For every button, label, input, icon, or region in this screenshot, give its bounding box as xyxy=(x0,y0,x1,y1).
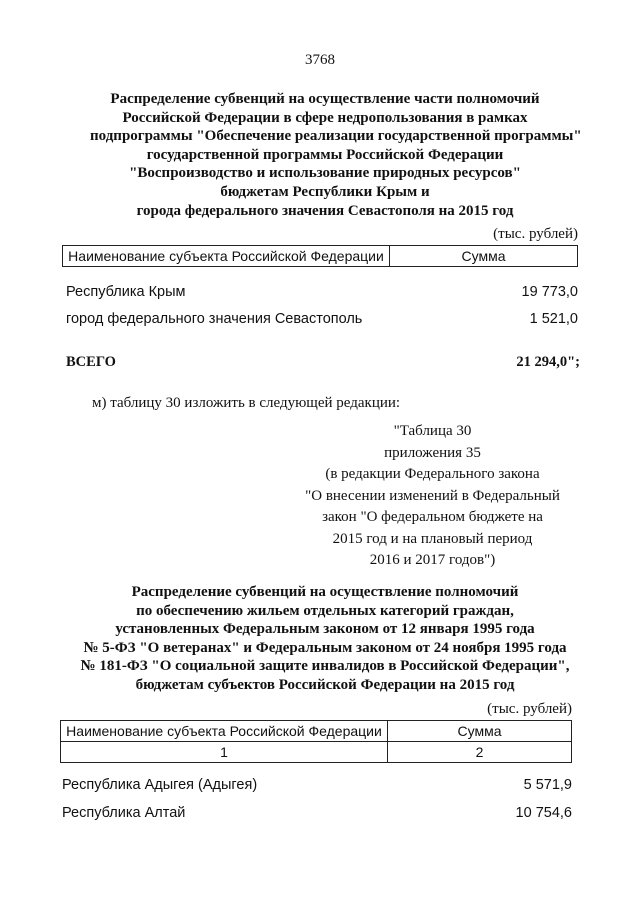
reference-line: (в редакции Федерального закона xyxy=(325,466,540,482)
table-row-name: Республика Алтай xyxy=(62,805,186,821)
paragraph-text: м) таблицу 30 изложить в следующей редакции: xyxy=(92,395,401,411)
table-row-value: 1 521,0 xyxy=(529,311,578,327)
table-row-name: город федерального значения Севастополь xyxy=(66,311,363,327)
reference-line: "Таблица 30 xyxy=(393,423,472,439)
column-header-name: Наименование субъекта Российской Федерации xyxy=(63,246,390,267)
section1-title xyxy=(90,90,582,220)
section2-units: (тыс. рублей) xyxy=(487,701,572,717)
column-header-sum: Сумма xyxy=(388,721,572,742)
reference-line: 2015 год и на плановый период xyxy=(332,530,533,547)
section1-title-line: государственной программы Российской Федерации xyxy=(146,146,504,163)
section2-table-header xyxy=(60,720,572,763)
total-value: 21 294,0"; xyxy=(516,354,580,370)
section1-title-line: бюджетам Республики Крым и xyxy=(220,183,430,200)
reference-line: закон "О федеральном бюджете на xyxy=(322,509,543,525)
table-row-value: 19 773,0 xyxy=(521,284,578,300)
section2-title-line: Распределение субвенций на осуществление полномочий xyxy=(131,584,519,600)
section1-title-line: Распределение субвенций на осуществление части полномочий xyxy=(110,91,540,107)
total-label: ВСЕГО xyxy=(66,354,116,370)
column-number-1: 1 xyxy=(61,742,388,763)
section1-title-line: подпрограммы "Обеспечение реализации государственной программы" xyxy=(90,128,582,145)
section1-title-line: "Воспроизводство и использование природных ресурсов" xyxy=(129,165,521,182)
column-number-2: 2 xyxy=(388,742,572,763)
page-number: 3768 xyxy=(305,52,335,68)
table-reference xyxy=(300,421,565,572)
section1-title-line: города федерального значения Севастополя на 2015 год xyxy=(136,202,514,219)
table-row-name: Республика Крым xyxy=(66,284,186,300)
section1-units: (тыс. рублей) xyxy=(493,226,578,242)
table-row-value: 5 571,9 xyxy=(523,777,572,793)
column-header-name: Наименование субъекта Российской Федерации xyxy=(61,721,388,742)
section2-title-line: № 5-ФЗ "О ветеранах" и Федеральным законом от 24 ноября 1995 года xyxy=(83,639,567,656)
column-header-sum: Сумма xyxy=(390,246,578,267)
section2-title-line: по обеспечению жильем отдельных категорий граждан, xyxy=(136,602,514,619)
section1-table-header xyxy=(62,245,578,267)
section1-title-line: Российской Федерации в сфере недропользования в рамках xyxy=(122,109,528,126)
section2-title-line: установленных Федеральным законом от 12 января 1995 года xyxy=(115,621,535,638)
reference-line: "О внесении изменений в Федеральный xyxy=(305,487,560,504)
section2-title-line: бюджетам субъектов Российской Федерации на 2015 год xyxy=(135,676,515,693)
table-row-name: Республика Адыгея (Адыгея) xyxy=(62,777,258,793)
section2-title xyxy=(60,583,590,695)
section2-title-line: № 181-ФЗ "О социальной защите инвалидов в Российской Федерации", xyxy=(80,658,570,675)
reference-line: приложения 35 xyxy=(384,444,481,461)
reference-line: 2016 и 2017 годов") xyxy=(369,552,496,568)
table-row-value: 10 754,6 xyxy=(515,805,572,821)
